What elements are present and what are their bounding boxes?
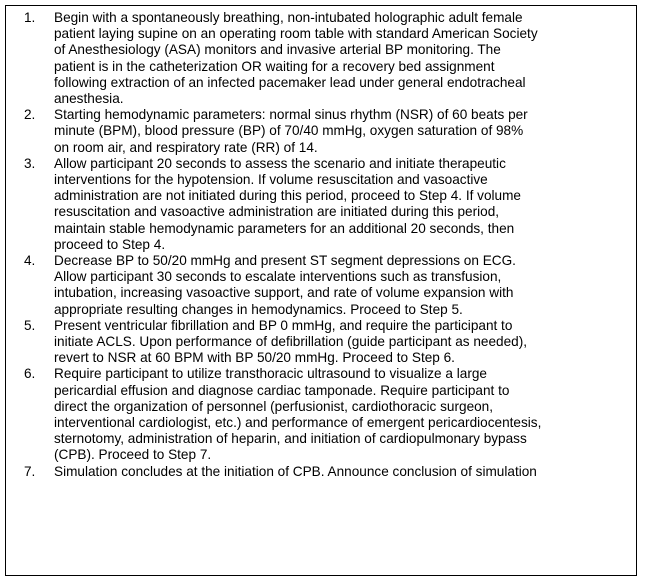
step-number: 2. (24, 107, 36, 123)
step-number: 4. (24, 253, 36, 269)
step-text: Starting hemodynamic parameters: normal sinus rhythm (NSR) of 60 beats per minute (BPM), blood pressure (BP) of 70/40 mmHg, oxygen saturation of 98% on room air, and respiratory rate (RR) of 14. (54, 107, 528, 155)
protocol-step-2 (6, 107, 636, 156)
step-text: Begin with a spontaneously breathing, non-intubated holographic adult female patient laying supine on an operating room table with standard American Society of Anesthesiology (ASA) monitors and invasive arterial BP monitoring. The patient is in the catheterization OR waiting for a recovery bed assignment following extraction of an infected pacemaker lead under general endotracheal anesthesia. (54, 10, 538, 107)
protocol-step-3 (6, 156, 636, 253)
protocol-step-5 (6, 318, 636, 367)
step-text: Allow participant 20 seconds to assess the scenario and initiate therapeutic interventions for the hypotension. If volume resuscitation and vasoactive administration are not initiated during this period, proceed to Step 4. If volume resuscitation and vasoactive administration are initiated during this period, maintain stable hemodynamic parameters for an additional 20 seconds, then proceed to Step 4. (54, 155, 521, 252)
step-text: Present ventricular fibrillation and BP 0 mmHg, and require the participant to initiate ACLS. Upon performance of defibrillation (guide participant as needed), revert to NSR at 60 BPM with BP 50/20 mmHg. Proceed to Step 6. (54, 317, 528, 366)
step-number: 3. (24, 155, 36, 171)
protocol-step-7 (6, 464, 636, 480)
protocol-table-border (5, 5, 637, 576)
step-number: 5. (24, 317, 36, 333)
step-text: Require participant to utilize transthoracic ultrasound to visualize a large pericardial effusion and diagnose cardiac tamponade. Require participant to direct the organization of personnel (perfusionist, cardiothoracic surgeon, interventional cardiologist, etc.) and performance of emergent pericardiocentesis, sternotomy, administration of heparin, and initiation of cardiopulmonary bypass (CPB). Proceed to Step 7. (54, 366, 542, 463)
step-number: 7. (24, 463, 36, 479)
step-text: Decrease BP to 50/20 mmHg and present ST segment depressions on ECG. Allow participant 30 seconds to escalate interventions such as transfusion, intubation, increasing vasoactive support, and rate of volume expansion with appropriate resulting changes in hemodynamics. Proceed to Step 5. (54, 253, 516, 317)
protocol-step-4 (6, 253, 636, 318)
step-number: 6. (24, 366, 36, 382)
protocol-steps-list (6, 10, 636, 480)
protocol-step-1 (6, 10, 636, 107)
step-number: 1. (24, 10, 36, 25)
protocol-step-6 (6, 366, 636, 463)
step-text: Simulation concludes at the initiation of CPB. Announce conclusion of simulation (54, 463, 537, 479)
